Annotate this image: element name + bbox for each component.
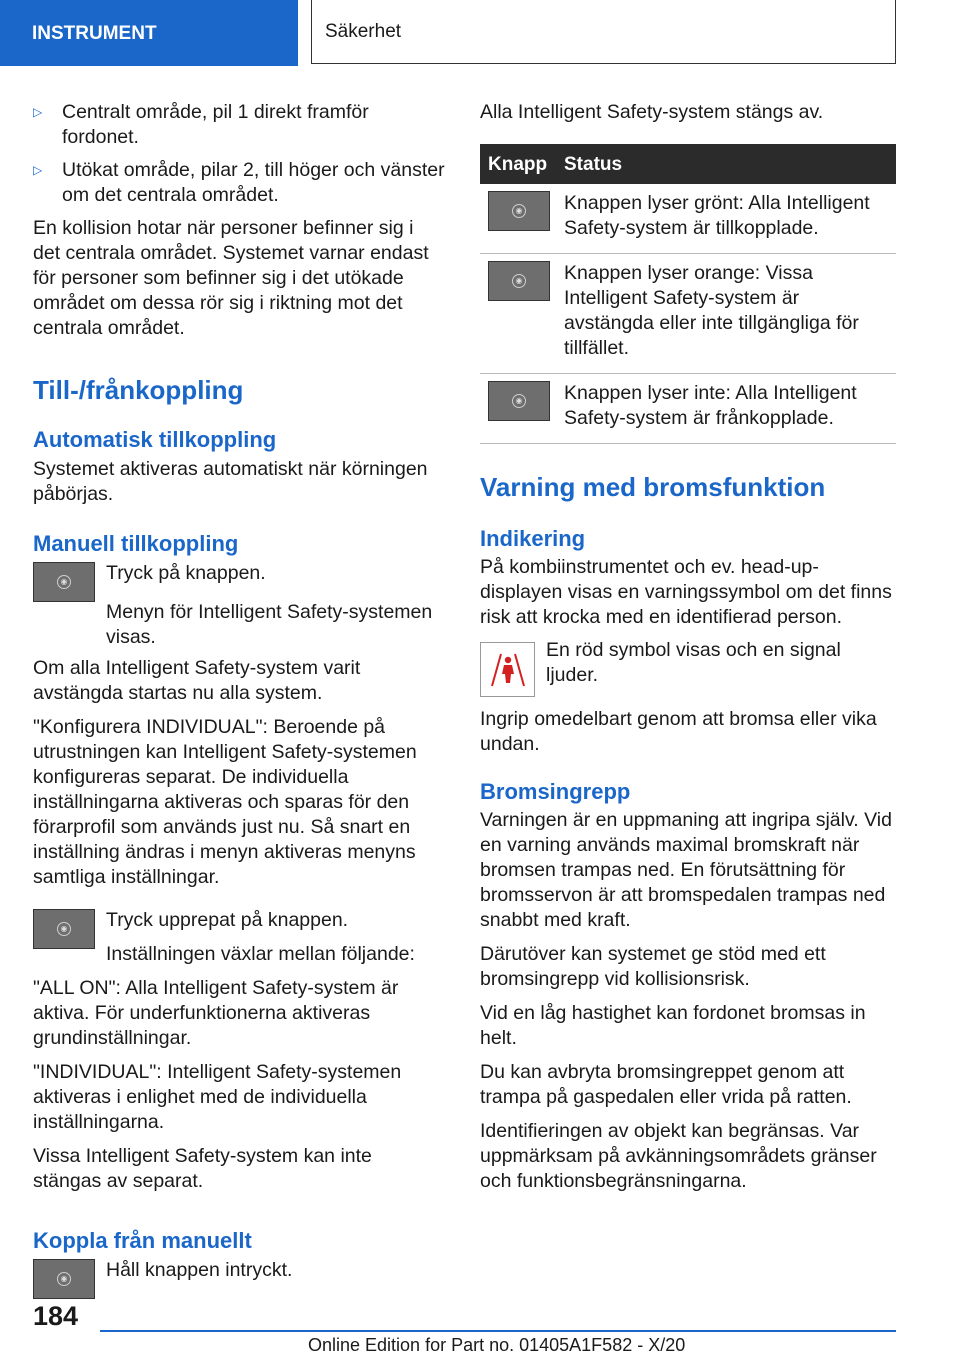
- heading-till-frankoppling: Till-/frånkoppling: [33, 375, 244, 405]
- column-header: Knapp: [480, 144, 556, 184]
- edition-note: Online Edition for Part no. 01405A1F582 - X/20: [308, 1335, 686, 1355]
- paragraph: På kombiinstrumentet och ev. head-up-displayen visas en varningssymbol om det finns risk att krocka med en identifierad person.: [480, 556, 892, 628]
- triangle-bullet-icon: ▷: [33, 105, 43, 119]
- paragraph: "INDIVIDUAL": Intelligent Safety-systemen aktiveras i enlighet med de individuella inställningarna.: [33, 1061, 402, 1133]
- button-instruction: [33, 561, 445, 602]
- list-item: [33, 100, 445, 150]
- paragraph: Vid en låg hastighet kan fordonet bromsas in helt.: [480, 1002, 866, 1049]
- instruction-text: Tryck upprepat på knappen.: [106, 909, 349, 931]
- table-cell: [480, 184, 556, 254]
- paragraph: Ingrip omedelbart genom att bromsa eller vika undan.: [480, 708, 877, 755]
- table-cell: [480, 254, 556, 374]
- right-column: [480, 100, 896, 1203]
- paragraph: Menyn för Intelligent Safety-systemen visas.: [106, 601, 433, 648]
- heading-manuell-tillkoppling: Manuell tillkoppling: [33, 531, 239, 556]
- intelligent-safety-button-icon: ◉: [488, 191, 550, 231]
- section-tab: [0, 0, 298, 66]
- paragraph: En kollision hotar när personer befinner sig i det centrala området. Systemet varnar endast för personer som befinner sig i det utökade området om dessa rör sig i riktning mot det centrala området.: [33, 217, 429, 339]
- table-cell: Knappen lyser grönt: Alla Intelligent Safety-system är tillkopplade.: [556, 184, 896, 254]
- intelligent-safety-button-icon: ◉: [488, 381, 550, 421]
- instruction-text: Tryck på knappen.: [106, 562, 266, 584]
- instruction-text: Inställningen växlar mellan följande:: [106, 943, 415, 965]
- heading-indikering: Indikering: [480, 526, 586, 551]
- paragraph: Vissa Intelligent Safety-system kan inte stängas av separat.: [33, 1145, 372, 1192]
- intelligent-safety-button-icon: ◉: [488, 261, 550, 301]
- paragraph: "ALL ON": Alla Intelligent Safety-system är aktiva. För underfunktionerna aktiveras grundinställningar.: [33, 977, 399, 1049]
- intelligent-safety-button-icon: ◉: [33, 909, 95, 949]
- table-row: [480, 254, 896, 374]
- intelligent-safety-button-icon: ◉: [33, 562, 95, 602]
- heading-automatisk-tillkoppling: Automatisk tillkoppling: [33, 427, 277, 452]
- table-cell: Knappen lyser orange: Vissa Intelligent Safety-system är avstängda eller inte tillgängliga för tillfället.: [556, 254, 896, 374]
- paragraph: Alla Intelligent Safety-system stängs av.: [480, 101, 824, 123]
- chapter-tab: [311, 0, 896, 64]
- paragraph: Därutöver kan systemet ge stöd med ett bromsingrepp vid kollisionsrisk.: [480, 943, 826, 990]
- paragraph: Om alla Intelligent Safety-system varit avstängda startas nu alla system.: [33, 657, 361, 704]
- pedestrian-warning-icon: [480, 642, 535, 697]
- table-row: [480, 184, 896, 254]
- table-cell: Knappen lyser inte: Alla Intelligent Safety-system är frånkopplade.: [556, 374, 896, 444]
- paragraph: Systemet aktiveras automatiskt när körningen påbörjas.: [33, 458, 428, 505]
- table-row: [480, 374, 896, 444]
- section-title: INSTRUMENT: [32, 22, 157, 44]
- warning-symbol-row: [480, 639, 896, 697]
- heading-bromsingrepp: Bromsingrepp: [480, 779, 631, 804]
- paragraph: Identifieringen av objekt kan begränsas. Var uppmärksam på avkänningsområdets gränser och funktionsbegränsningarna.: [480, 1120, 877, 1192]
- column-header: Status: [556, 144, 896, 184]
- status-table: [480, 144, 896, 444]
- paragraph: Du kan avbryta bromsingreppet genom att trampa på gaspedalen eller vrida på ratten.: [480, 1061, 852, 1108]
- bullet-text: Centralt område, pil 1 direkt framför fordonet.: [62, 101, 369, 148]
- instruction-text: En röd symbol visas och en signal ljuder.: [546, 639, 841, 686]
- button-instruction: [33, 1258, 445, 1299]
- table-cell: [480, 374, 556, 444]
- page-number: 184: [33, 1301, 79, 1331]
- heading-koppla-fran-manuellt: Koppla från manuellt: [33, 1228, 252, 1253]
- chapter-title: Säkerhet: [325, 21, 402, 42]
- list-item: [33, 158, 445, 208]
- instruction-text: Håll knappen intryckt.: [106, 1259, 293, 1281]
- button-instruction: [33, 908, 445, 976]
- footer-divider: [100, 1330, 896, 1332]
- triangle-bullet-icon: ▷: [33, 163, 43, 177]
- bullet-text: Utökat område, pilar 2, till höger och vänster om det centrala området.: [62, 159, 445, 206]
- table-header-row: [480, 144, 896, 184]
- paragraph: "Konfigurera INDIVIDUAL": Beroende på utrustningen kan Intelligent Safety-systemen konfigureras separat. De individuella inställningarna aktiveras och sparas för den förarprofil som används just nu. Så snart en inställning ändras i menyn aktiveras menyns samtliga inställningar.: [33, 716, 417, 888]
- intelligent-safety-button-icon: ◉: [33, 1259, 95, 1299]
- heading-varning-med-bromsfunktion: Varning med bromsfunktion: [480, 472, 826, 502]
- paragraph: Varningen är en uppmaning att ingripa själv. Vid en varning används maximal bromskraft när bromsen trampas ned. En förutsättning för bromsservon är att bromspedalen trampas ned snabbt med kraft.: [480, 809, 892, 931]
- left-column: [33, 100, 445, 1299]
